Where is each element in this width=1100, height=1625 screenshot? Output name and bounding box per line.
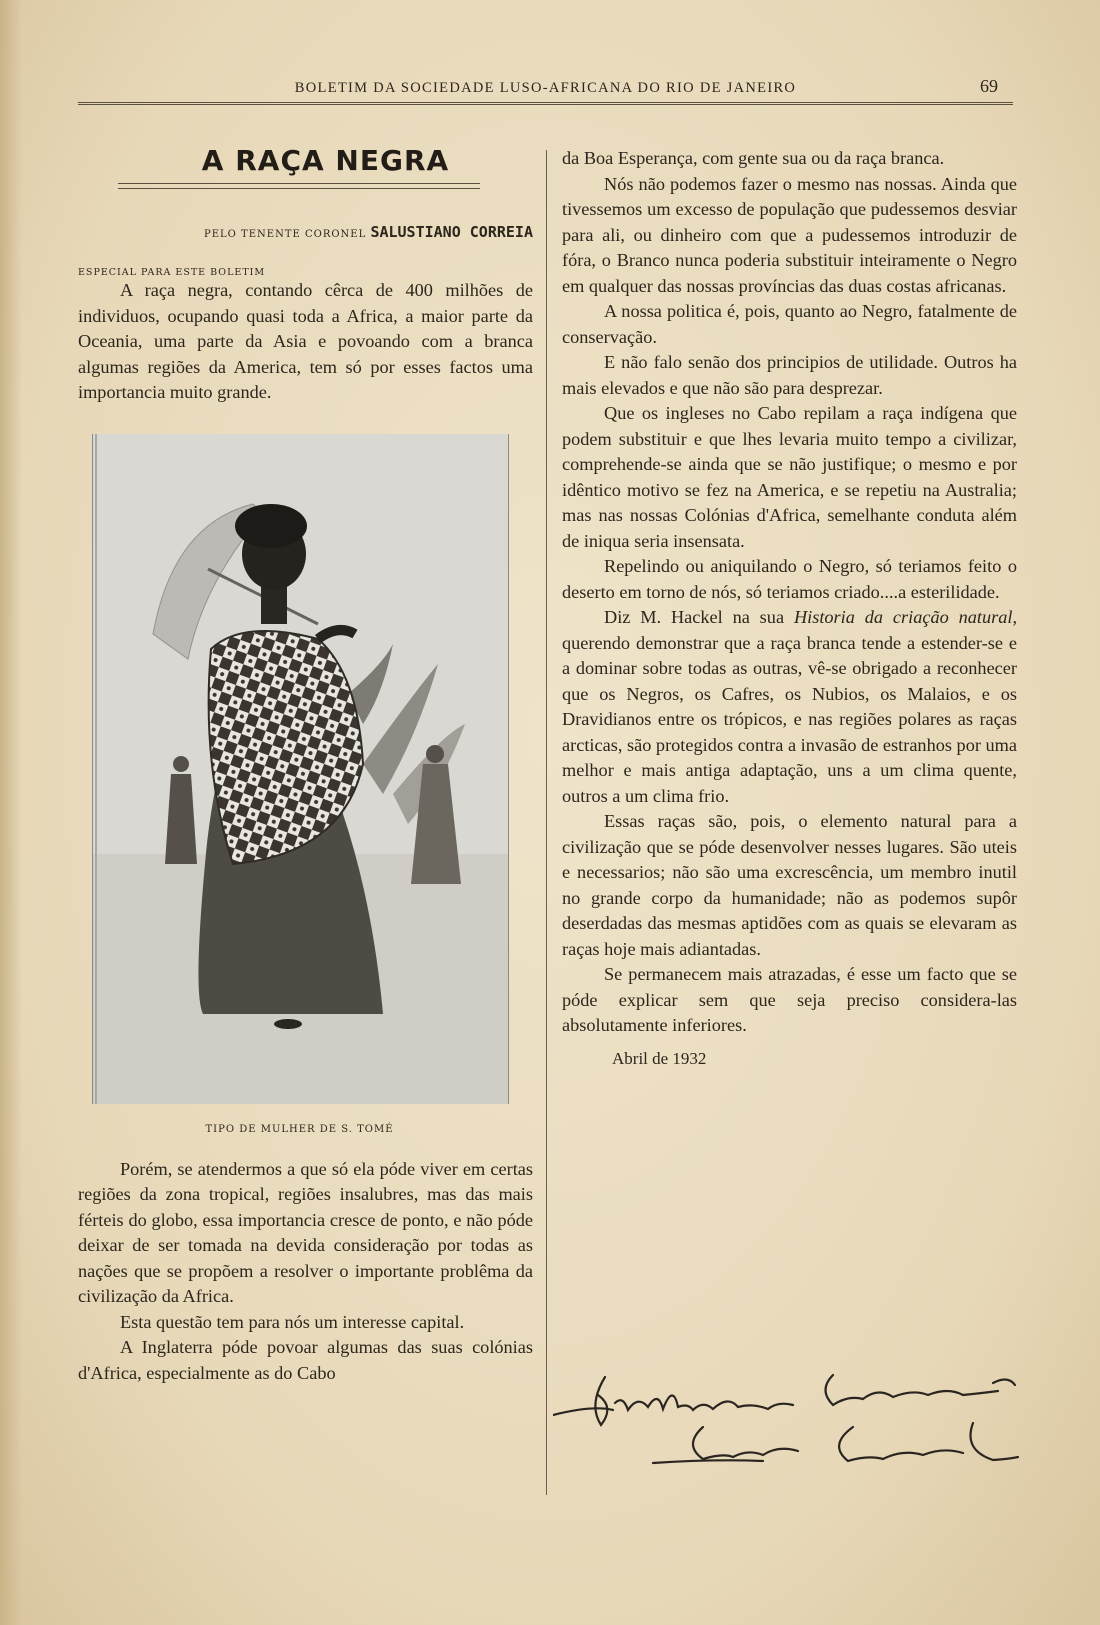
byline	[78, 223, 533, 241]
body-paragraph: Essas raças são, pois, o elemento natural para a civilização que se póde desenvolver nesses lugares. São uteis e necessarios; não são uma excrescência, um membro inutil no grande corpo da humanidade; não as podemos supôr deserdadas das mesmas aptidões com as quais se elevaram as raças hoje mais adiantadas.	[562, 811, 1017, 959]
hackel-lead: Diz M. Hackel na sua	[604, 607, 785, 627]
photo-woman-sao-tome	[92, 434, 509, 1104]
hackel-rest: , querendo demonstrar que a raça branca tende a estender-se e a dominar sobre todas as outras, vê-se obrigado a reconhecer que os Negros, os Cafres, os Nubios, os Malaios, e os Dravidianos entre os trópicos, e nas regiões polares as raças arcticas, são protegidos contra a invasão de estranhos por uma melhor e mais antiga adaptação, uns a um clima quente, outros a um clima frio.	[562, 607, 1018, 806]
figure	[92, 434, 507, 1135]
left-column	[78, 140, 533, 1386]
book-title: Historia da criação natural	[793, 607, 1013, 627]
handwritten-signature	[553, 1365, 1023, 1485]
body-paragraph: Se permanecem mais atrazadas, é esse um facto que se póde explicar sem que seja preciso considera-las absolutamente inferiores.	[562, 964, 1017, 1035]
intro-paragraph: A raça negra, contando cêrca de 400 milhões de individuos, ocupando quasi toda a Africa, a maior parte da Oceania, uma parte da Asia e povoando com a branca algumas regiões da America, tem só por esses factos uma importancia muito grande.	[78, 280, 533, 402]
continued-paragraph: da Boa Esperança, com gente sua ou da raça branca.	[562, 148, 945, 168]
column-rule	[546, 150, 547, 1495]
byline-author: SALUSTIANO CORREIA	[370, 223, 533, 241]
body-paragraph: Porém, se atendermos a que só ela póde viver em certas regiões da zona tropical, regiões insalubres, mas das mais férteis do globo, essa importancia cresce de ponto, e não póde deixar de ser tomada na devida consideração por todas as nações que se propõem a resolver o importante problêma da civilização da Africa.	[78, 1158, 533, 1306]
special-note: ESPECIAL PARA ESTE BOLETIM	[78, 267, 266, 278]
byline-prefix: PELO TENENTE CORONEL	[204, 229, 367, 240]
running-head	[78, 78, 1013, 105]
running-title: BOLETIM DA SOCIEDADE LUSO-AFRICANA DO RIO DE JANEIRO	[294, 80, 797, 96]
body-paragraph: A Inglaterra póde povoar algumas das suas colónias d'Africa, especialmente as do Cabo	[78, 1337, 533, 1383]
body-paragraph: Repelindo ou aniquilando o Negro, só teriamos feito o deserto em torno de nós, só teriamos criado....a esterilidade.	[562, 556, 1017, 602]
page-number: 69	[980, 76, 998, 96]
right-column	[562, 146, 1017, 1069]
hackel-paragraph	[562, 605, 1017, 809]
body-paragraph: Esta questão tem para nós um interesse capital.	[120, 1311, 465, 1332]
body-paragraph: Que os ingleses no Cabo repilam a raça indígena que podem substituir e que lhes levaria muito tempo a civilizar, comprehende-se ainda que se não justifique; o mesmo e por idêntico motivo se fez na America, e se repetiu na Australia; mas nas nossas Colónias d'Africa, semelhante conduta além de iniqua seria insensata.	[562, 403, 1017, 551]
left-body	[78, 1157, 533, 1387]
body-paragraph: Nós não podemos fazer o mesmo nas nossas. Ainda que tivessemos um excesso de população que pudessemos desviar para ali, ou dinheiro com que a pudessemos introduzir de fóra, o Branco nunca poderia substituir inteiramente o Negro em qualquer das nossas províncias das duas costas africanas.	[562, 173, 1017, 296]
photo-caption: TIPO DE MULHER DE S. TOMÉ	[205, 1123, 394, 1135]
body-paragraph: E não falo senão dos principios de utilidade. Outros ha mais elevados e que não são para desprezar.	[562, 352, 1017, 398]
title-rule	[118, 183, 480, 189]
page-edge-shadow	[0, 0, 22, 1625]
body-paragraph: A nossa politica é, pois, quanto ao Negro, fatalmente de conservação.	[562, 301, 1017, 347]
article-date: Abril de 1932	[612, 1048, 707, 1068]
article-title: A RAÇA NEGRA	[201, 144, 450, 177]
